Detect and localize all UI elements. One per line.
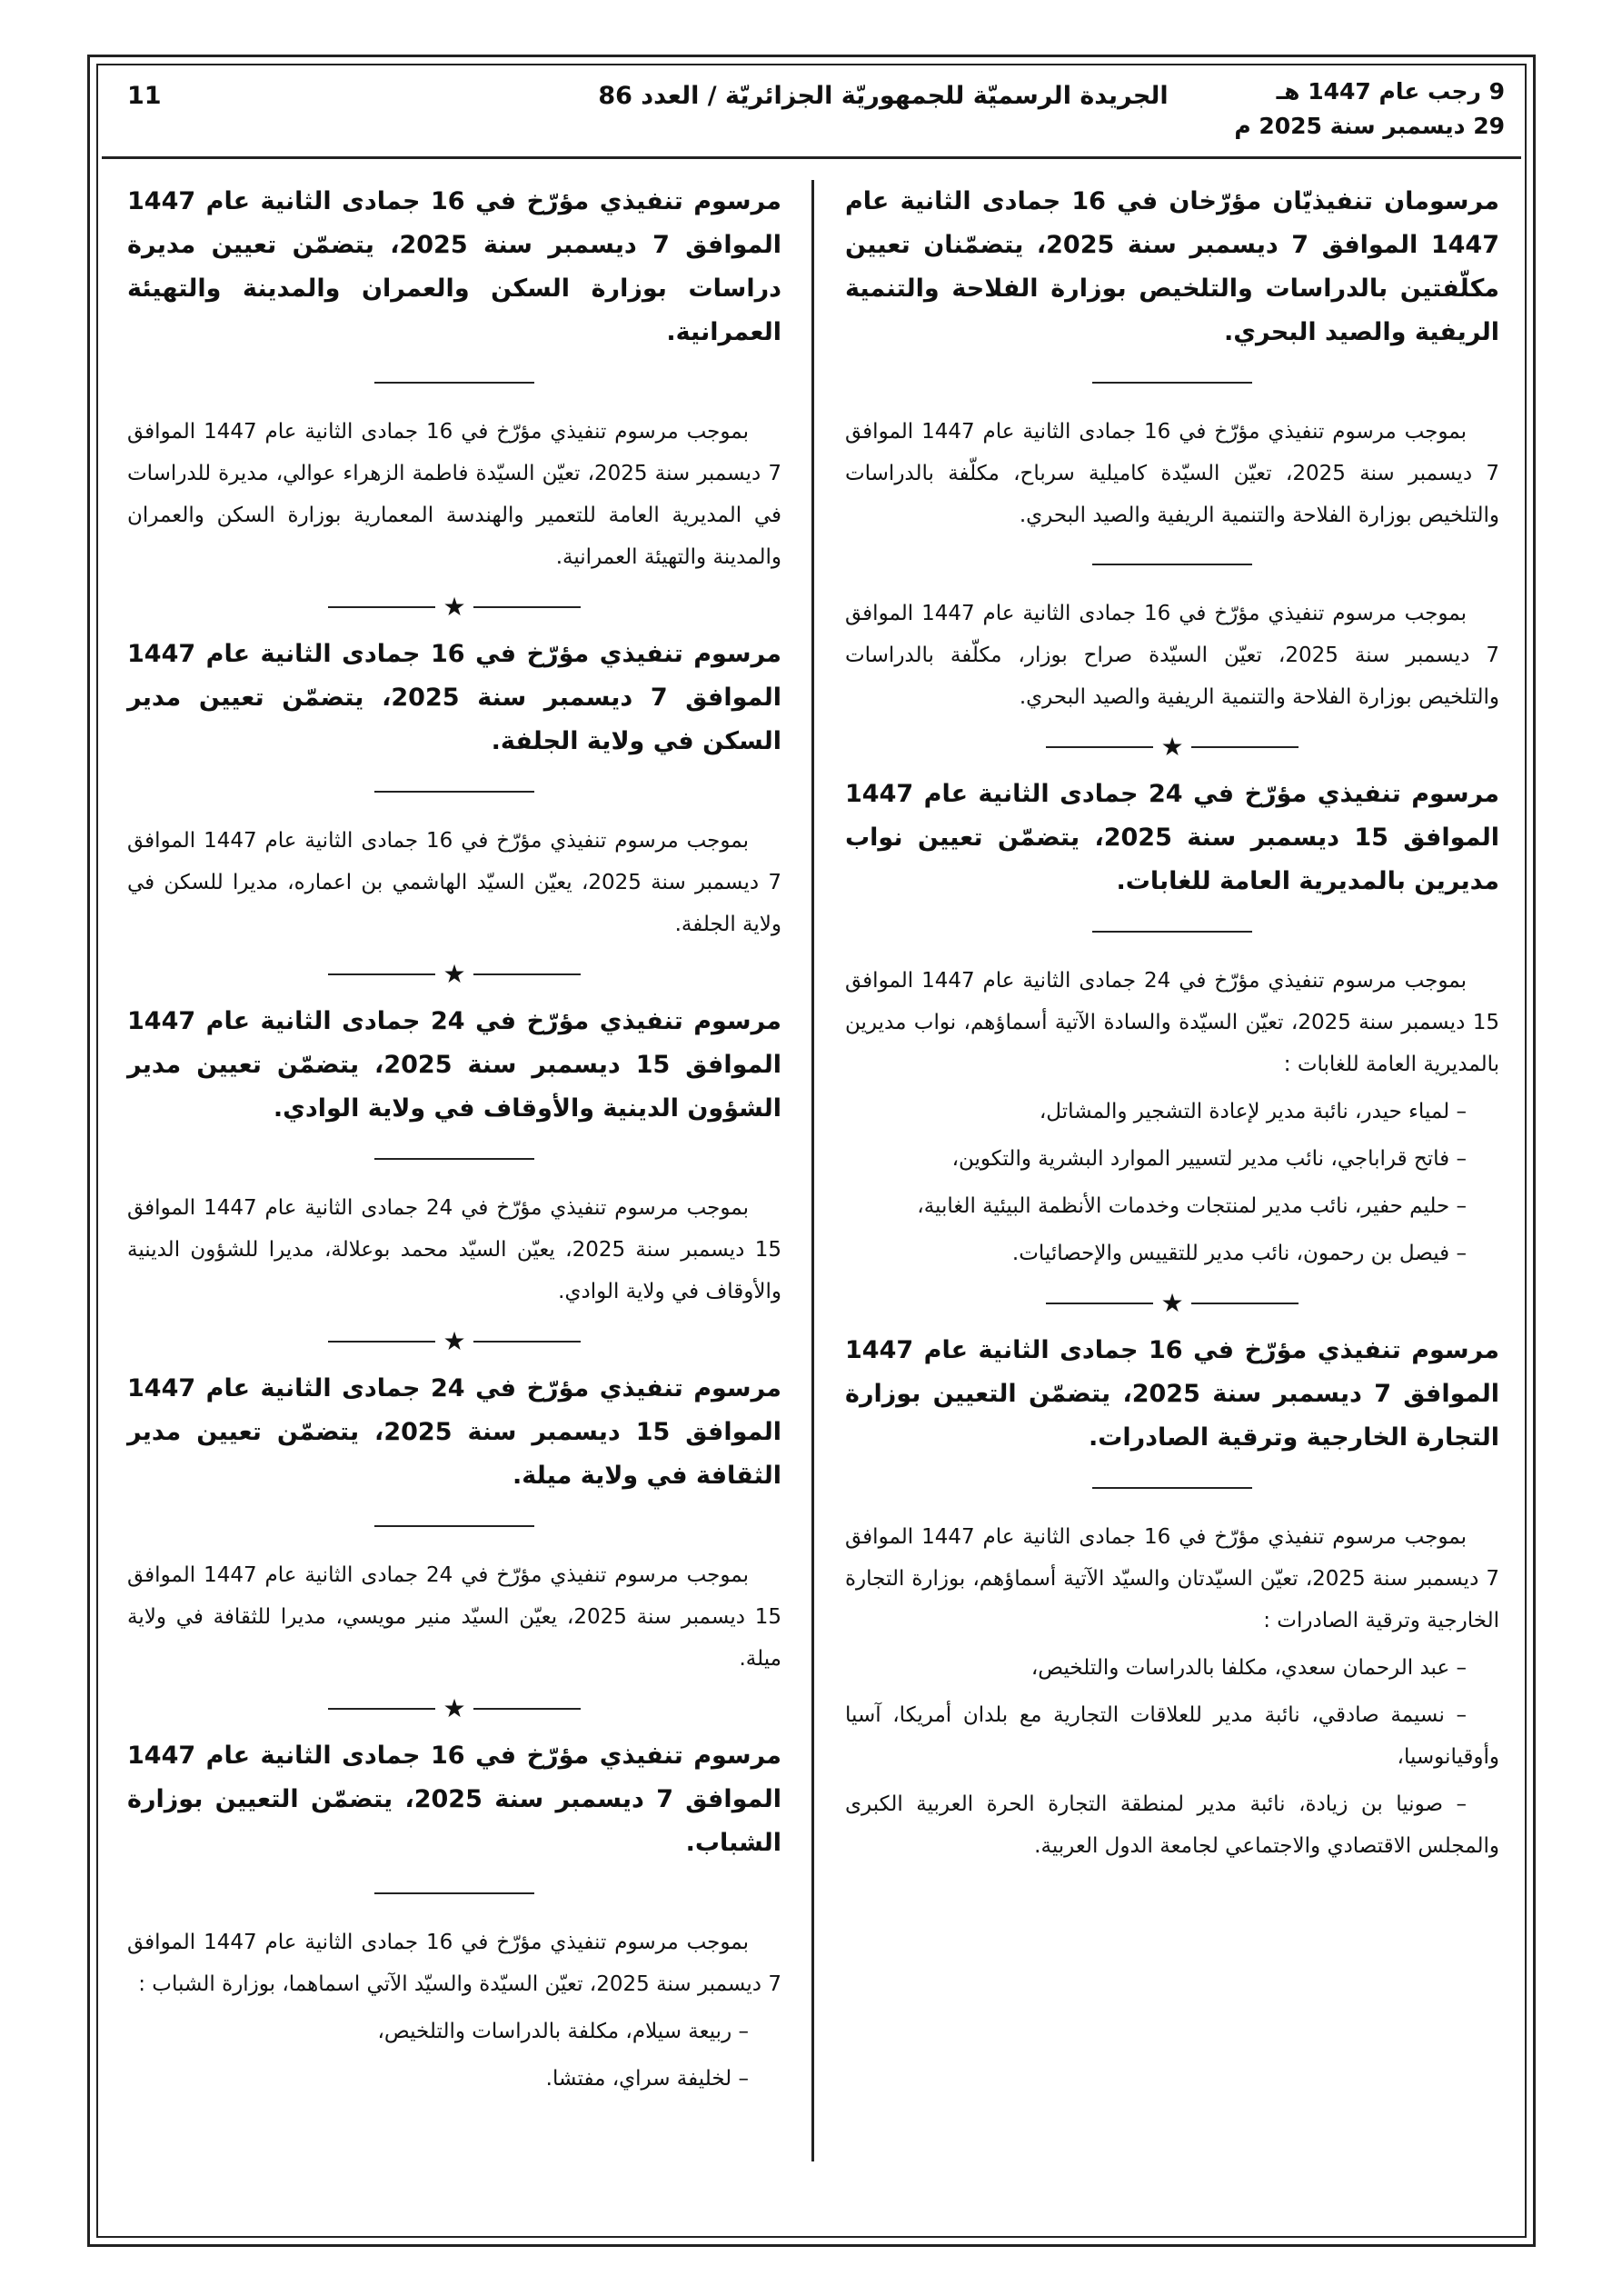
list-item: – حليم حفير، نائب مدير لمنتجات وخدمات الأنظمة البيئية الغابية، xyxy=(917,1194,1467,1218)
star-separator xyxy=(127,959,781,989)
hijri-date: 9 رجب عام 1447 هـ xyxy=(1276,78,1505,105)
decree-title: مرسوم تنفيذي مؤرّخ في 24 جمادى الثانية عام 1447 الموافق 15 ديسمبر سنة 2025، يتضمّن تعيين مدير الثقافة في ولاية ميلة. xyxy=(127,1374,782,1490)
decree-title: مرسوم تنفيذي مؤرّخ في 16 جمادى الثانية عام 1447 الموافق 7 ديسمبر سنة 2025، يتضمّن تعيين مديرة دراسات بوزارة السكن والعمران والمدينة والتهيئة العمرانية. xyxy=(127,187,782,346)
decree-paragraph: بموجب مرسوم تنفيذي مؤرّخ في 16 جمادى الثانية عام 1447 الموافق 7 ديسمبر سنة 2025، تعيّن السيّدة كاميلية سرباح، مكلّفة بالدراسات والتلخيص بوزارة الفلاحة والتنمية الريفية والصيد البحري. xyxy=(845,420,1499,527)
list-item: – فيصل بن رحمون، نائب مدير للتقييس والإحصائيات. xyxy=(1011,1242,1467,1265)
title-rule xyxy=(374,1158,534,1160)
star-separator xyxy=(845,1288,1499,1318)
title-rule xyxy=(1092,931,1252,933)
star-icon: ★ xyxy=(443,1693,466,1723)
separator-line xyxy=(473,1341,581,1343)
gregorian-date: 29 ديسمبر سنة 2025 م xyxy=(1234,113,1505,139)
star-icon: ★ xyxy=(443,592,466,622)
left-column xyxy=(127,180,781,2100)
separator-line xyxy=(1046,746,1153,748)
decree-title: مرسوم تنفيذي مؤرّخ في 16 جمادى الثانية عام 1447 الموافق 7 ديسمبر سنة 2025، يتضمّن تعيين مدير السكن في ولاية الجلفة. xyxy=(127,640,782,755)
header-dates xyxy=(1234,75,1505,144)
decree-paragraph: بموجب مرسوم تنفيذي مؤرّخ في 16 جمادى الثانية عام 1447 الموافق 7 ديسمبر سنة 2025، تعيّن السيّدة والسيّد الآتي اسماهما، بوزارة الشباب : xyxy=(127,1931,781,1996)
list-item: – فاتح قراباجي، نائب مدير لتسيير الموارد البشرية والتكوين، xyxy=(951,1147,1467,1171)
title-rule xyxy=(374,1892,534,1894)
separator-line xyxy=(328,606,435,608)
decree-title: مرسوم تنفيذي مؤرّخ في 24 جمادى الثانية عام 1447 الموافق 15 ديسمبر سنة 2025، يتضمّن تعيين نواب مديرين بالمديرية العامة للغابات. xyxy=(845,780,1500,895)
list-item: – ربيعة سيلام، مكلفة بالدراسات والتلخيص، xyxy=(377,2020,749,2043)
decree-paragraph: بموجب مرسوم تنفيذي مؤرّخ في 16 جمادى الثانية عام 1447 الموافق 7 ديسمبر سنة 2025، تعيّن السيّدة صراح بوزار، مكلّفة بالدراسات والتلخيص بوزارة الفلاحة والتنمية الريفية والصيد البحري. xyxy=(845,602,1499,709)
decree-title: مرسومان تنفيذيّان مؤرّخان في 16 جمادى الثانية عام 1447 الموافق 7 ديسمبر سنة 2025، يتضمّنان تعيين مكلّفتين بالدراسات والتلخيص بوزارة الفلاحة والتنمية الريفية والصيد البحري. xyxy=(845,187,1499,346)
separator-line xyxy=(1046,1303,1153,1304)
decree-title: مرسوم تنفيذي مؤرّخ في 16 جمادى الثانية عام 1447 الموافق 7 ديسمبر سنة 2025، يتضمّن التعيين بوزارة الشباب. xyxy=(127,1742,782,1857)
star-separator xyxy=(127,1326,781,1356)
right-column xyxy=(845,180,1499,1867)
separator-line xyxy=(473,973,581,975)
decree-title: مرسوم تنفيذي مؤرّخ في 16 جمادى الثانية عام 1447 الموافق 7 ديسمبر سنة 2025، يتضمّن التعيين بوزارة التجارة الخارجية وترقية الصادرات. xyxy=(845,1336,1500,1452)
list-item: – نسيمة صادقي، نائبة مدير للعلاقات التجارية مع بلدان أمريكا، آسيا وأوقيانوسيا، xyxy=(845,1703,1499,1769)
title-rule xyxy=(374,382,534,384)
decree-paragraph: بموجب مرسوم تنفيذي مؤرّخ في 16 جمادى الثانية عام 1447 الموافق 7 ديسمبر سنة 2025، يعيّن السيّد الهاشمي بن اعماره، مديرا للسكن في ولاية الجلفة. xyxy=(127,829,781,936)
paragraph-rule xyxy=(1092,564,1252,565)
title-rule xyxy=(1092,382,1252,384)
star-icon: ★ xyxy=(1160,1288,1184,1318)
star-separator xyxy=(127,1693,781,1723)
decree-paragraph: بموجب مرسوم تنفيذي مؤرّخ في 24 جمادى الثانية عام 1447 الموافق 15 ديسمبر سنة 2025، تعيّن السيّدة والسادة الآتية أسماؤهم، نواب مديرين بالمديرية العامة للغابات : xyxy=(845,969,1499,1076)
column-divider xyxy=(811,180,814,2161)
star-separator xyxy=(127,594,781,620)
page-header xyxy=(102,69,1521,156)
decree-paragraph: بموجب مرسوم تنفيذي مؤرّخ في 24 جمادى الثانية عام 1447 الموافق 15 ديسمبر سنة 2025، يعيّن السيّد منير مويسي، مديرا للثقافة في ولاية ميلة. xyxy=(127,1563,781,1671)
page-number: 11 xyxy=(127,82,162,110)
title-rule xyxy=(374,791,534,793)
journal-title: الجريدة الرسميّة للجمهوريّة الجزائريّة / العدد 86 xyxy=(598,82,1169,110)
list-item: – لخليفة سراي، مفتشا. xyxy=(545,2067,749,2091)
decree-paragraph: بموجب مرسوم تنفيذي مؤرّخ في 16 جمادى الثانية عام 1447 الموافق 7 ديسمبر سنة 2025، تعيّن السيّدتان والسيّد الآتية أسماؤهم، بوزارة التجارة الخارجية وترقية الصادرات : xyxy=(845,1525,1499,1632)
star-icon: ★ xyxy=(443,959,466,989)
star-separator xyxy=(845,734,1499,760)
separator-line xyxy=(473,606,581,608)
separator-line xyxy=(328,1341,435,1343)
separator-line xyxy=(1191,1303,1299,1304)
star-icon: ★ xyxy=(443,1326,466,1356)
separator-line xyxy=(328,1708,435,1710)
title-rule xyxy=(1092,1487,1252,1489)
separator-line xyxy=(473,1708,581,1710)
star-icon: ★ xyxy=(1160,732,1184,762)
decree-paragraph: بموجب مرسوم تنفيذي مؤرّخ في 16 جمادى الثانية عام 1447 الموافق 7 ديسمبر سنة 2025، تعيّن السيّدة فاطمة الزهراء عوالي، مديرة للدراسات في المديرية العامة للتعمير والهندسة المعمارية بوزارة السكن والعمران والمدينة والتهيئة العمرانية. xyxy=(127,420,781,569)
list-item: – عبد الرحمان سعدي، مكلفا بالدراسات والتلخيص، xyxy=(1030,1656,1467,1680)
decree-paragraph: بموجب مرسوم تنفيذي مؤرّخ في 24 جمادى الثانية عام 1447 الموافق 15 ديسمبر سنة 2025، يعيّن السيّد محمد بوعلالة، مديرا للشؤون الدينية والأوقاف في ولاية الوادي. xyxy=(127,1196,781,1303)
header-divider xyxy=(102,156,1521,159)
decree-title: مرسوم تنفيذي مؤرّخ في 24 جمادى الثانية عام 1447 الموافق 15 ديسمبر سنة 2025، يتضمّن تعيين مدير الشؤون الدينية والأوقاف في ولاية الوادي. xyxy=(127,1007,782,1123)
separator-line xyxy=(1191,746,1299,748)
list-item: – لمياء حيدر، نائبة مدير لإعادة التشجير والمشاتل، xyxy=(1039,1100,1467,1123)
list-item: – صونيا بن زيادة، نائبة مدير لمنطقة التجارة الحرة العربية الكبرى والمجلس الاقتصادي والاجتماعي لجامعة الدول العربية. xyxy=(845,1792,1499,1858)
separator-line xyxy=(328,973,435,975)
title-rule xyxy=(374,1525,534,1527)
